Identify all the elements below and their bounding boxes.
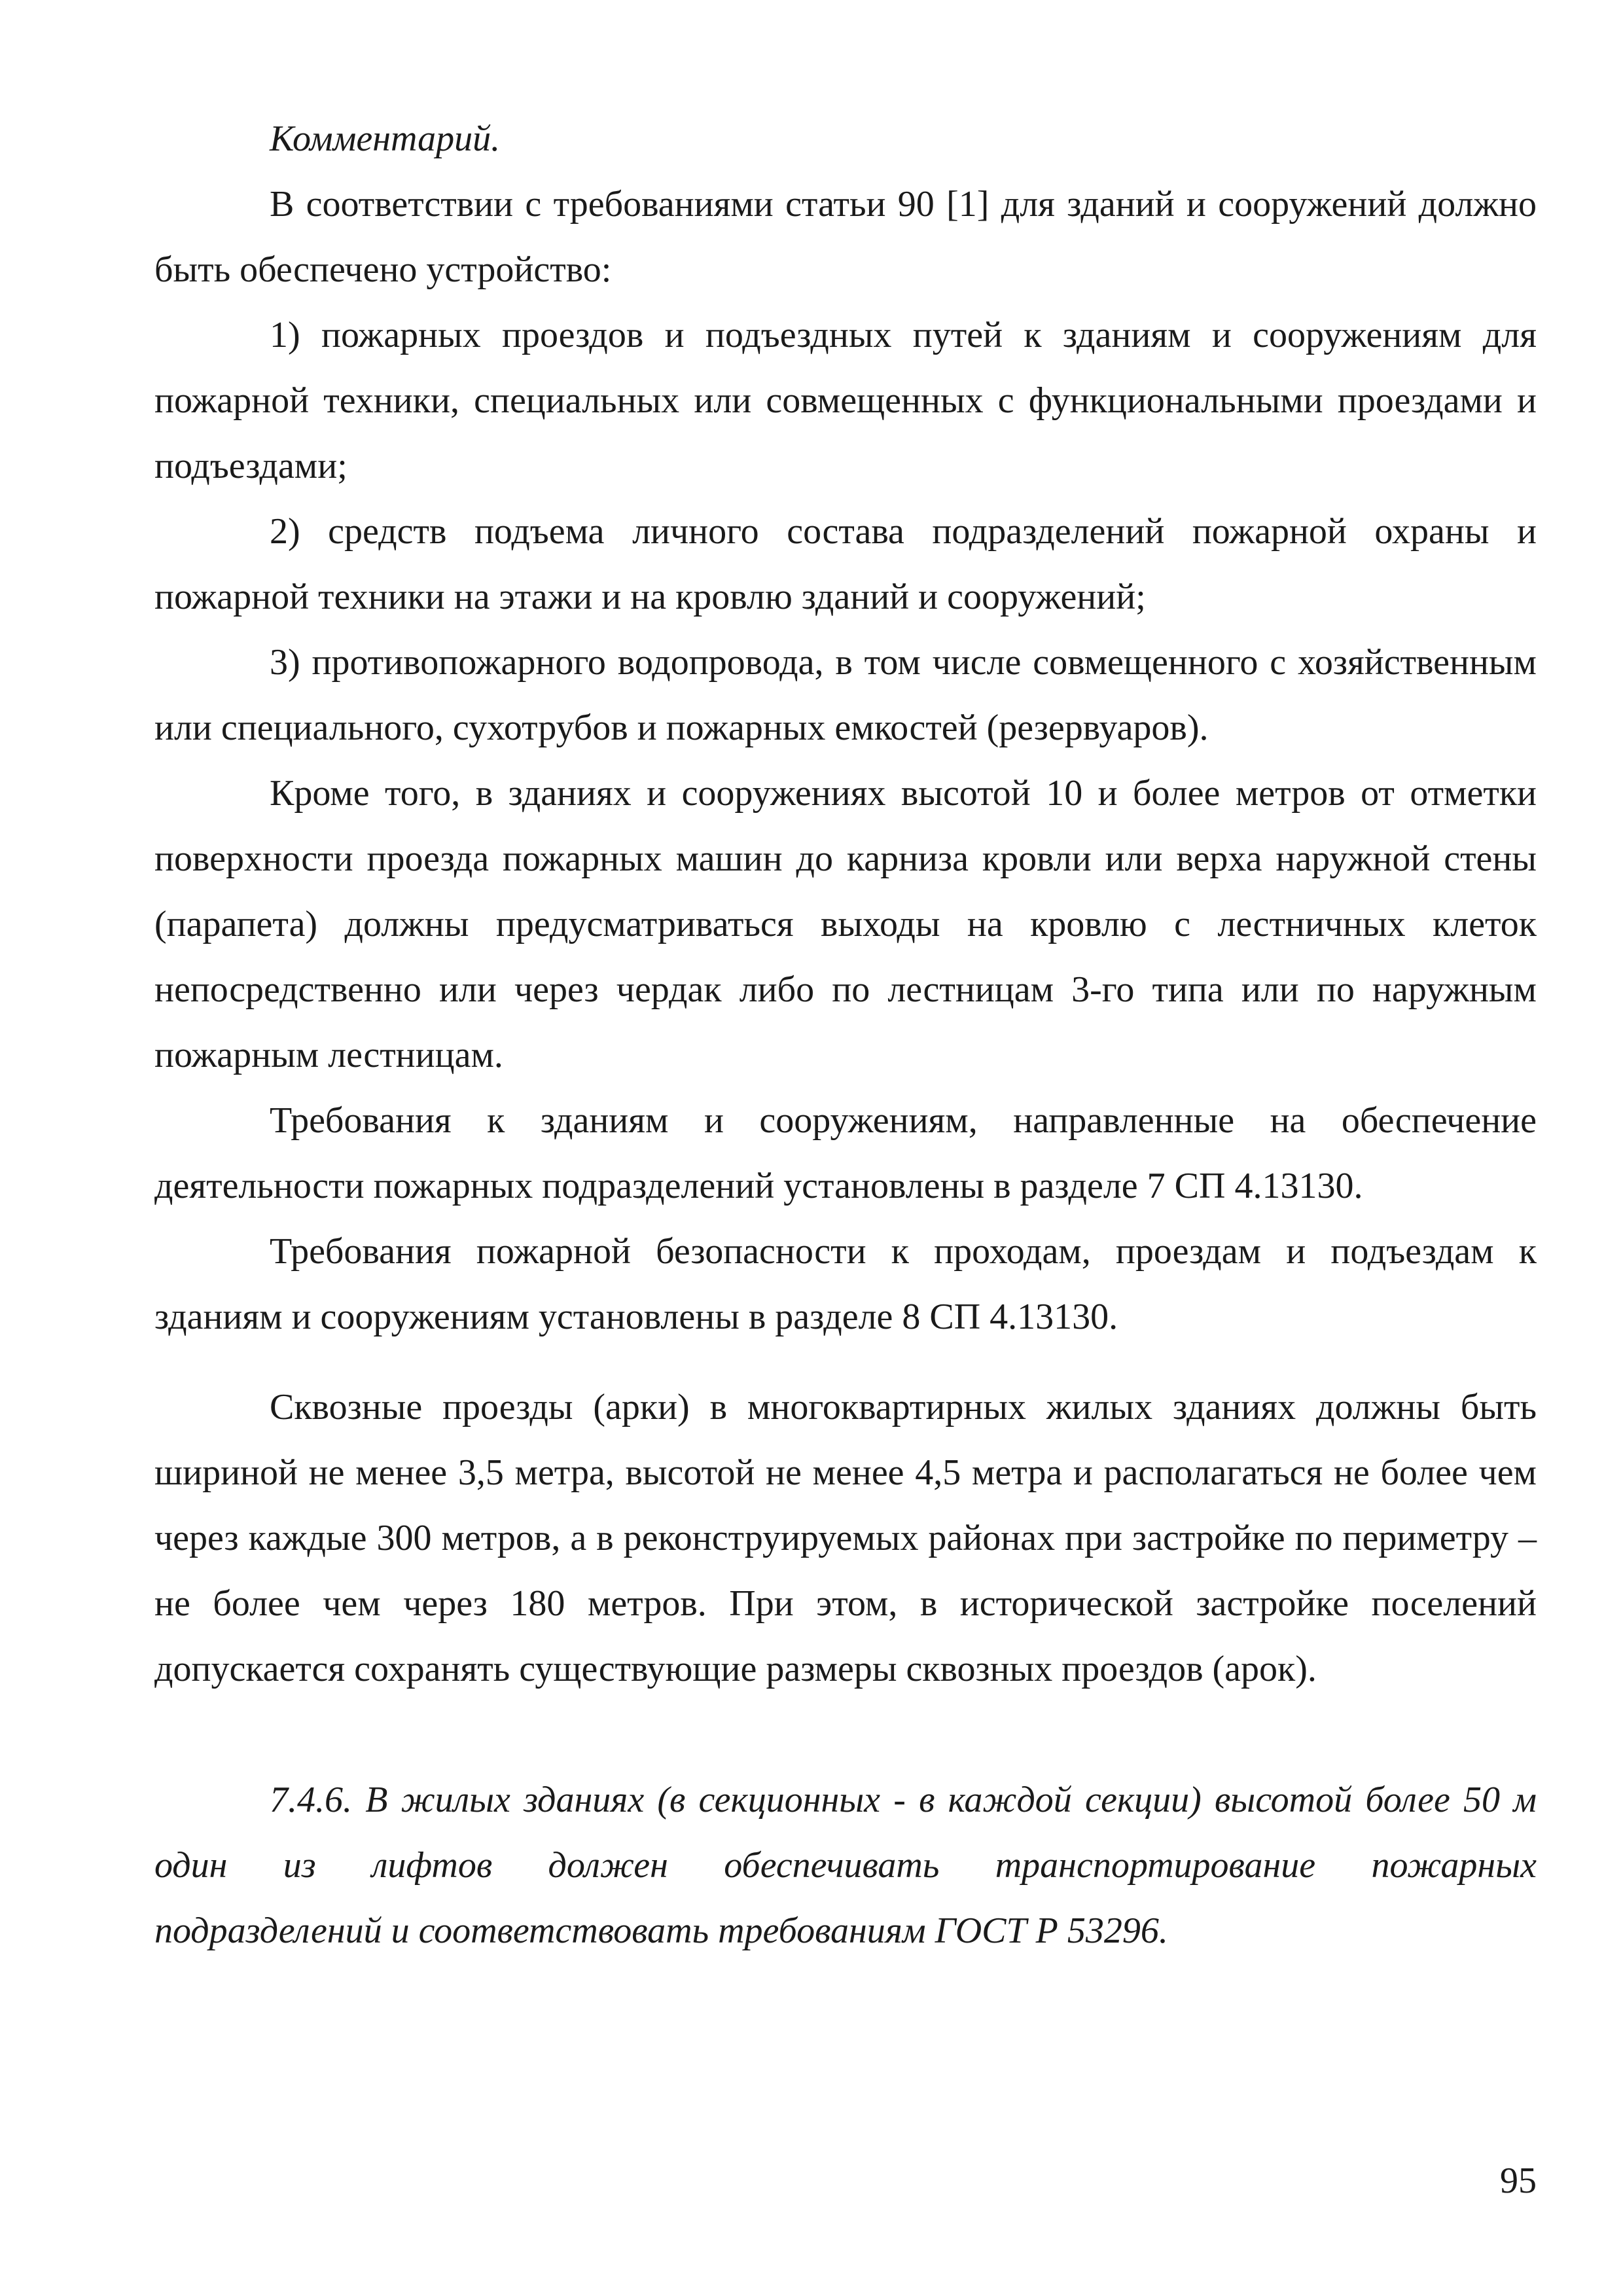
paragraph-roof-exits: Кроме того, в зданиях и сооружениях высотой 10 и более метров от отметки поверхности проезда пожарных машин до карниза кровли или верха наружной стены (парапета) должны предусматриваться выходы на кровлю с лестничных клеток непосредственно или через чердак либо по лестницам 3-го типа или по наружным пожарным лестницам. (154, 773, 1537, 1075)
clause-spacer (154, 1702, 1537, 1767)
page-content (154, 106, 1537, 1964)
page-number: 95 (1500, 2161, 1537, 2201)
clause-7-4-6-line-3: подразделений и соответствовать требованиям ГОСТ Р 53296. (154, 1910, 1168, 1951)
list-item-lifting-means: 2) средств подъема личного состава подразделений пожарной охраны и пожарной техники на этажи и на кровлю зданий и сооружений; (154, 511, 1537, 617)
clause-7-4-6-line-1: 7.4.6. В жилых зданиях (в секционных - в каждой секции) высотой более 50 м (270, 1780, 1537, 1820)
list-item-fire-water-supply: 3) противопожарного водопровода, в том числе совмещенного с хозяйственным или специального, сухотрубов и пожарных емкостей (резервуаров). (154, 642, 1537, 748)
clause-7-4-6 (154, 1767, 1537, 1964)
paragraph-through-passages: Сквозные проезды (арки) в многоквартирных жилых зданиях должны быть шириной не менее 3,5 метра, высотой не менее 4,5 метра и располагаться не более чем через каждые 300 метров, а в реконструируемых районах при застройке по периметру – не более чем через 180 метров. При этом, в исторической застройке поселений допускается сохранять существующие размеры сквозных проездов (арок). (154, 1387, 1537, 1689)
paragraph-section-7-reference: Требования к зданиям и сооружениям, направленные на обеспечение деятельности пожарных подразделений установлены в разделе 7 СП 4.13130. (154, 1100, 1537, 1206)
paragraph-article-90-intro: В соответствии с требованиями статьи 90 [1] для зданий и сооружений должно быть обеспечено устройство: (154, 184, 1537, 290)
comment-heading: Комментарий. (270, 118, 501, 159)
paragraph-spacer (154, 1350, 1537, 1374)
list-item-fire-driveways: 1) пожарных проездов и подъездных путей к зданиям и сооружениям для пожарной техники, специальных или совмещенных с функциональными проездами и подъездами; (154, 315, 1537, 486)
paragraph-section-8-reference: Требования пожарной безопасности к проходам, проездам и подъездам к зданиям и сооружениям установлены в разделе 8 СП 4.13130. (154, 1231, 1537, 1337)
clause-7-4-6-line-2: один из лифтов должен обеспечивать транспортирование пожарных (154, 1845, 1537, 1886)
